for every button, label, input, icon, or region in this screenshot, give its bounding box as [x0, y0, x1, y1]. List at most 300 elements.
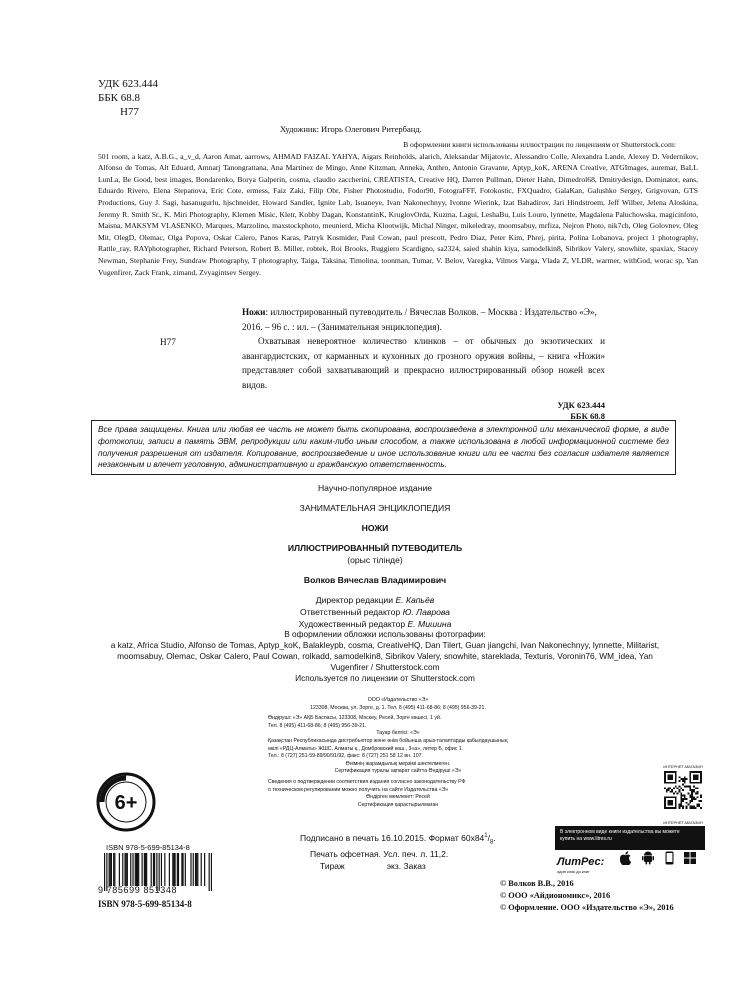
- qr-module: [680, 793, 682, 795]
- qr-module: [671, 804, 673, 806]
- qr-module: [669, 787, 671, 789]
- qr-module: [700, 795, 702, 797]
- qr-module: [689, 787, 691, 789]
- edition-series: ЗАНИМАТЕЛЬНАЯ ЭНЦИКЛОПЕДИЯ: [299, 503, 451, 513]
- qr-module: [680, 804, 682, 806]
- qr-module: [684, 798, 686, 800]
- barcode-bar: [209, 853, 210, 891]
- country-kz: Өндірген мемлекет: Ресей: [366, 794, 430, 801]
- barcode-bar: [151, 853, 152, 886]
- qr-code-icon[interactable]: [664, 771, 702, 809]
- qr-module: [673, 782, 675, 784]
- qr-module: [700, 771, 702, 773]
- qr-module: [697, 776, 699, 778]
- barcode-bar: [136, 853, 137, 886]
- qr-module: [678, 807, 680, 809]
- qr-module: [669, 802, 671, 804]
- qr-module: [688, 793, 690, 795]
- qr-module: [693, 807, 695, 809]
- qr-module: [689, 771, 691, 773]
- qr-module: [689, 805, 691, 807]
- qr-module: [689, 807, 691, 809]
- qr-module: [678, 805, 680, 807]
- qr-module: [669, 800, 671, 802]
- qr-module: [697, 804, 699, 806]
- age-rating-text: 6+: [114, 792, 138, 814]
- barcode-bar: [197, 853, 198, 886]
- qr-module: [700, 776, 702, 778]
- copyright-author: © Волков В.В., 2016: [500, 879, 574, 888]
- barcode-bar: [153, 853, 154, 886]
- bib-title-rest: : иллюстрированный путеводитель / Вячеслав Волков. – Москва : Издательство «Э», 2016. – 96 с. : ил. – (Занимательная энциклопедия).: [242, 307, 597, 332]
- qr-module: [698, 800, 700, 802]
- publisher-name: ООО «Издательство «Э»: [367, 697, 429, 703]
- qr-module: [675, 805, 677, 807]
- qr-module: [673, 787, 675, 789]
- qr-module: [678, 785, 680, 787]
- author-mark: Н77: [120, 106, 139, 118]
- bib-main-entry: [242, 305, 605, 334]
- barcode-bar: [119, 853, 120, 886]
- qr-module: [700, 796, 702, 798]
- qr-module: [698, 805, 700, 807]
- qr-module: [664, 804, 666, 806]
- trademark: Тауар белгісі: «Э»: [376, 730, 420, 737]
- qr-module: [689, 773, 691, 775]
- qr-module: [689, 802, 691, 804]
- apple-icon[interactable]: [620, 851, 632, 868]
- qr-module: [675, 804, 677, 806]
- barcode-bar: [137, 853, 138, 886]
- qr-module: [686, 807, 688, 809]
- artist-credit: Художник: Игорь Олегович Ритербанд.: [280, 124, 422, 134]
- qr-module: [666, 782, 668, 784]
- qr-module: [669, 778, 671, 780]
- qr-module: [668, 796, 670, 798]
- qr-module: [682, 789, 684, 791]
- qr-module: [671, 802, 673, 804]
- edition-title: НОЖИ: [361, 523, 389, 533]
- qr-module: [689, 796, 691, 798]
- qr-module: [668, 807, 670, 809]
- qr-module: [689, 800, 691, 802]
- barcode-bar: [132, 853, 133, 886]
- barcode-bar: [109, 853, 110, 886]
- bib-udk: УДК 623.444: [557, 400, 605, 410]
- qr-module: [668, 782, 670, 784]
- qr-module: [691, 798, 693, 800]
- credits-list: 501 room, a katz, A.B.G., a_v_d, Aaron Amat, aarrows, AHMAD FAIZAL YAHYA, Aigars Reinholds, alarich, Aleksandar Mijatovic, Alessandro Colle, Alexandra Lande, Alexey D. Vedernikov, Alfonso de Tomas, Alt Eduard, Amnarj Tanongrattana, Ana Martinez de Mingo, Anne Kitzman, Anneka, Anthro, Antonio Gravante, Aptyp_koK, ARENA Creative, ATGImages, auremar, BaLL LunLa, Be Good, best images, Bondarenko, Borya Galperin, cosma, claudio zaccherini, CREATISTA, Creative HQ, Darren Pullman, Dieter Hahn, Dimedrol68, Dmitrydesign, Dominator, eans, Eduardo Rivero, Elena Stepanova, Eric Cote, ermess, Faiz Zaki, Filip Obr, Fisher Photostudio, Fodor90, FotograFFF, Fotokostic, FXQuadro, GalaKan, Galushko Sergey, Grigvovan, GTS Productions, Guy J. Sagi, hasanugurlu, hjschneider, Howard Sandler, Ignite Lab, Isuaneye, Ivan Nakonechnyy, Ivonne Wierink, Izat Bahadirov, Jari Hindstroem, Jeff Wilber, Jelena Aloskina, Jeremy R. Smith Sr., K. Miri Photography, Klemen Misic, Kletr, Kobby Dagan, KonstantinK, KruglovOrda, Kuzma, Lagui, LeshaBu, Luis Louro, lynnette, Magdalena Paluchowska, magicinfoto, Maisna, MAKSYM VLASENKO, Marques, Marzolino, maxstockphoto, meunierd, Micha Klootwijk, Michal Ninger, mikeledray, moomsabuy, mrfiza, Nejron Photo, nik7ch, Oleg Golovnev, Oleg Mit, OlegD, Olemac, Olga Popova, Oskar Calero, Panos Karas, Patryk Kosmider, Paul Cowan, paul prescott, Pedro Diaz, Peter Kim, Phrej, pirita, Polina Lobanova, project 1 photography, Rattle_ray, RAYphotographer, Richard Peterson, Robert B. Miller, robtek, Roi Brooks, Ruggiero Scardigno, sa2324, saied shahin kiya, samodelkin8, Sibrikov Valery, snowhite, spaxiax, Stacey Newman, Stephanie Frey, Sundraw Photography, T photography, Taiga, Taksina, Timolina, toonman, Tumar, V. Belov, Varegka, Vilmos Varga, Vlada Z, VLDR, warmer, withGod, worac sp, Yan Vugenfirer, Zack Frank, zimand, Zvyagintsev Sergey.: [98, 151, 698, 277]
- qr-module: [668, 804, 670, 806]
- qr-module: [700, 778, 702, 780]
- barcode-bar: [178, 853, 179, 886]
- qr-module: [675, 800, 677, 802]
- qr-module: [666, 771, 668, 773]
- qr-module: [691, 807, 693, 809]
- qr-module: [666, 791, 668, 793]
- barcode-bar: [201, 853, 202, 886]
- qr-module: [675, 771, 677, 773]
- bib-title-bold: Ножи: [242, 307, 266, 317]
- qr-module: [684, 778, 686, 780]
- qr-module: [664, 805, 666, 807]
- qr-module: [691, 791, 693, 793]
- qr-module: [691, 795, 693, 797]
- barcode-bar: [145, 853, 146, 886]
- qr-module: [669, 771, 671, 773]
- qr-top-label: ИНТЕРНЕТ-МАГАЗИН: [663, 765, 703, 769]
- qr-module: [695, 782, 697, 784]
- edition-author: Волков Вячеслав Владимирович: [303, 575, 447, 585]
- qr-module: [684, 776, 686, 778]
- barcode-bar: [144, 853, 145, 886]
- kz-manufacturer: Өндіруші: «Э» АҚБ Баспасы, 123308, Мәскеу, Ресей, Зорге көшесі, 1 үй.: [268, 715, 442, 722]
- qr-module: [664, 782, 666, 784]
- qr-module: [678, 780, 680, 782]
- litres-banner[interactable]: [555, 826, 705, 850]
- qr-module: [671, 771, 673, 773]
- qr-module: [671, 778, 673, 780]
- qr-module: [684, 795, 686, 797]
- barcode-bar: [169, 853, 170, 886]
- udk-code: УДК 623.444: [98, 78, 159, 90]
- qr-module: [693, 798, 695, 800]
- copyright-block: [500, 878, 674, 914]
- barcode-bar: [196, 853, 197, 886]
- qr-module: [698, 771, 700, 773]
- android-icon[interactable]: [642, 851, 654, 868]
- barcode-bar: [185, 853, 186, 886]
- qr-module: [695, 778, 697, 780]
- qr-module: [697, 791, 699, 793]
- qr-module: [671, 791, 673, 793]
- qr-module: [669, 804, 671, 806]
- isbn-large: ISBN 978-5-699-85134-8: [98, 899, 192, 909]
- barcode-bar: [154, 853, 155, 886]
- barcode-bar: [122, 853, 123, 886]
- bib-bbk: ББК 68.8: [570, 411, 605, 421]
- bib-author-mark: Н77: [160, 337, 176, 347]
- publisher-small-print: [268, 697, 528, 809]
- qr-module: [680, 787, 682, 789]
- litres-banner-line2: купить на www.litres.ru: [560, 836, 612, 842]
- qr-module: [668, 778, 670, 780]
- barcode-bar: [110, 853, 111, 886]
- qr-module: [675, 785, 677, 787]
- qr-module: [700, 800, 702, 802]
- qr-module: [700, 773, 702, 775]
- qr-module: [689, 775, 691, 777]
- barcode-bar: [195, 853, 196, 886]
- staff-editor: Ответственный редактор Ю. Лаврова: [300, 607, 450, 617]
- cover-credits-list: a katz, Africa Studio, Alfonso de Tomas, Aptyp_koK, Balakleypb, cosma, CreativeHQ, Dan Tilert, Guan jiangchi, Ivan Nakonechnyy, lynnette, Militarist, moomsabuy, Olemac, Oskar Calero, Paul Cowan, rolkadd, samodelkin8, Sibrikov Valery, snowhite, stareklada, Texturis, Voronin76, WM_idea, Yan Vugenfirer / Shutterstock.com: [110, 640, 660, 672]
- qr-module: [689, 795, 691, 797]
- qr-module: [680, 798, 682, 800]
- qr-module: [673, 793, 675, 795]
- qr-module: [691, 771, 693, 773]
- qr-module: [686, 805, 688, 807]
- qr-module: [697, 775, 699, 777]
- qr-module: [675, 802, 677, 804]
- barcode-bar: [204, 853, 205, 886]
- qr-module: [678, 789, 680, 791]
- qr-module: [664, 802, 666, 804]
- barcode-bar: [126, 853, 127, 886]
- qr-module: [688, 785, 690, 787]
- qr-module: [695, 771, 697, 773]
- qr-module: [671, 789, 673, 791]
- qr-module: [682, 780, 684, 782]
- qr-module: [678, 804, 680, 806]
- qr-module: [669, 791, 671, 793]
- edition-language-note: (орыс тілінде): [347, 555, 403, 565]
- qr-module: [686, 778, 688, 780]
- qr-module: [693, 776, 695, 778]
- windows-icon[interactable]: [684, 852, 696, 867]
- store-icons: [620, 851, 702, 867]
- qr-module: [668, 787, 670, 789]
- cover-credits-license: Используется по лицензии от Shutterstock.com: [295, 673, 475, 683]
- kz-validity: Өнімнің жарамдылық мерзімі шектелмеген.: [345, 760, 451, 767]
- barcode-bar: [146, 853, 147, 886]
- qr-module: [669, 776, 671, 778]
- qr-module: [697, 793, 699, 795]
- qr-module: [693, 782, 695, 784]
- qr-module: [664, 773, 666, 775]
- classification-block: [98, 77, 158, 119]
- qr-module: [680, 778, 682, 780]
- qr-module: [678, 791, 680, 793]
- qr-module: [697, 771, 699, 773]
- qr-module: [697, 778, 699, 780]
- qr-module: [668, 775, 670, 777]
- kz-importer-2: өкілі «РДЦ-Алматы» ЖШС, Алматы қ., Домбровский көш., 3«а», литер Б, офис 1.: [268, 745, 464, 752]
- qr-module: [675, 807, 677, 809]
- qr-module: [666, 789, 668, 791]
- qr-module: [664, 798, 666, 800]
- qr-module: [671, 807, 673, 809]
- qr-module: [677, 793, 679, 795]
- qr-module: [680, 795, 682, 797]
- kz-importer-3: Тел.: 8 (727) 251-59-89/90/91/92, факс: 8 (727) 251 58 12 вн. 107.: [268, 753, 423, 760]
- litres-banner-line1: В электронном виде книги издательства вы можете: [560, 829, 680, 835]
- qr-module: [666, 807, 668, 809]
- qr-module: [675, 782, 677, 784]
- edition-info: [140, 482, 610, 630]
- age-rating-badge: [96, 772, 156, 832]
- qr-module: [669, 782, 671, 784]
- copyright-design: © Оформление. ООО «Издательство «Э», 2016: [500, 903, 674, 912]
- bib-description: Охватывая невероятное количество клинков – от обычных до экзотических и авангардистских, от карманных и кухонных до грозного оружия войны, – книга «Ножи» представляет собой захватывающий и прекрасно иллюстрированный обзор ножей всех видов.: [242, 336, 605, 390]
- qr-module: [677, 787, 679, 789]
- illustration-credits: [98, 139, 698, 278]
- qr-module: [693, 796, 695, 798]
- barcode-bar: [190, 853, 191, 886]
- qr-module: [695, 787, 697, 789]
- qr-module: [691, 782, 693, 784]
- isbn-small: ISBN 978-5-699-85134-8: [106, 843, 190, 852]
- qr-module: [671, 775, 673, 777]
- qr-module: [689, 776, 691, 778]
- qr-module: [664, 800, 666, 802]
- qr-module: [698, 804, 700, 806]
- barcode-bar: [114, 853, 115, 886]
- qr-module: [664, 780, 666, 782]
- qr-module: [682, 807, 684, 809]
- qr-module: [695, 807, 697, 809]
- barcode-bar: [124, 853, 125, 886]
- qr-module: [686, 785, 688, 787]
- qr-module: [693, 775, 695, 777]
- qr-module: [680, 796, 682, 798]
- qr-module: [675, 773, 677, 775]
- qr-module: [693, 771, 695, 773]
- cover-credits-intro: В оформлении обложки использованы фотографии:: [284, 629, 486, 639]
- qr-module: [673, 796, 675, 798]
- qr-module: [691, 805, 693, 807]
- phone-icon[interactable]: [665, 851, 674, 868]
- qr-module: [691, 800, 693, 802]
- qr-module: [666, 796, 668, 798]
- qr-block: [660, 765, 706, 825]
- barcode-bar: [130, 853, 131, 886]
- qr-module: [697, 787, 699, 789]
- qr-module: [668, 789, 670, 791]
- conformity-2: о техническом регулировании можно получить на сайте Издательства «Э»: [268, 786, 449, 793]
- barcode-bar: [182, 853, 183, 886]
- barcode-bar: [127, 853, 128, 886]
- qr-module: [668, 771, 670, 773]
- bibliographic-record: [160, 305, 605, 422]
- qr-module: [693, 778, 695, 780]
- barcode-bar: [164, 853, 165, 886]
- qr-module: [698, 782, 700, 784]
- qr-module: [669, 807, 671, 809]
- qr-module: [675, 798, 677, 800]
- qr-module: [664, 776, 666, 778]
- run-line: Тираж экз. Заказ: [320, 860, 426, 871]
- qr-module: [675, 796, 677, 798]
- barcode-bar: [111, 853, 112, 886]
- qr-module: [675, 778, 677, 780]
- qr-module: [668, 800, 670, 802]
- qr-module: [700, 807, 702, 809]
- qr-module: [671, 800, 673, 802]
- qr-module: [664, 787, 666, 789]
- qr-module: [682, 784, 684, 786]
- certificate-note: Сертификация туралы ақпарат сайтта Өндіруші «Э»: [334, 768, 462, 775]
- cover-credits: [110, 629, 660, 684]
- barcode-bar: [211, 853, 212, 891]
- qr-module: [669, 796, 671, 798]
- edition-subtitle: ИЛЛЮСТРИРОВАННЫЙ ПУТЕВОДИТЕЛЬ: [287, 543, 463, 553]
- qr-module: [700, 780, 702, 782]
- qr-module: [684, 796, 686, 798]
- qr-module: [688, 804, 690, 806]
- qr-module: [680, 805, 682, 807]
- conformity-1: Сведения о подтверждении соответствия издания согласно законодательству РФ: [268, 778, 466, 785]
- qr-module: [691, 789, 693, 791]
- qr-module: [671, 796, 673, 798]
- qr-module: [680, 800, 682, 802]
- qr-module: [673, 807, 675, 809]
- qr-module: [675, 780, 677, 782]
- barcode-bar: [174, 853, 175, 886]
- qr-module: [671, 776, 673, 778]
- barcode-bar: [161, 853, 162, 886]
- barcode-bar: [142, 853, 143, 886]
- qr-module: [664, 807, 666, 809]
- barcode-bar: [138, 853, 139, 886]
- bbk-code: ББК 68.8: [98, 92, 140, 104]
- qr-module: [664, 796, 666, 798]
- qr-module: [668, 776, 670, 778]
- qr-module: [693, 791, 695, 793]
- qr-module: [684, 785, 686, 787]
- qr-module: [664, 775, 666, 777]
- barcode-digits: 9 785699 851348: [98, 885, 178, 895]
- credits-intro: В оформлении книги использованы иллюстрации по лицензиям от Shutterstock.com:: [403, 140, 676, 149]
- qr-module: [669, 775, 671, 777]
- qr-module: [695, 793, 697, 795]
- cert-kz: Сертификация қарастырылмаған: [357, 801, 439, 808]
- barcode-bar: [181, 853, 182, 886]
- staff-art-editor: Художественный редактор Е. Мишина: [298, 619, 452, 629]
- barcode-bar: [173, 853, 174, 886]
- copyright-translation: © ООО «Айдиономикс», 2016: [500, 891, 611, 900]
- barcode-bar: [193, 853, 194, 886]
- qr-module: [668, 802, 670, 804]
- qr-module: [695, 775, 697, 777]
- publisher-address: 123308, Москва, ул. Зорге, д. 1. Тел. 8 (495) 411-68-86; 8 (495) 956-39-21.: [310, 704, 486, 711]
- kz-phone: Тел. 8 (495) 411-68-86; 8 (495) 956-39-21.: [268, 722, 367, 729]
- staff-director: Директор редакции Е. Капьёв: [315, 595, 435, 605]
- signed-line: Подписано в печать 16.10.2015. Формат $60x84^1/_8$.: [300, 832, 496, 846]
- qr-module: [695, 798, 697, 800]
- qr-module: [693, 805, 695, 807]
- qr-module: [689, 782, 691, 784]
- rights-notice: Все права защищены. Книга или любая ее часть не может быть скопирована, воспроизведена в электронной или механической форме, в виде фотокопии, записи в память ЭВМ, репродукции или каким-либо иным способом, а также использована в любой информационной системе без получения разрешения от издателя. Копирование, воспроизведение и иное использование книги или ее части без согласия издателя является незаконным и влечет уголовную, административную и гражданскую ответственность.: [91, 420, 676, 475]
- kz-importer-1: Қазақстан Республикасында дистрибьютор және өнім бойынша арыз-талаптарды қабылдаушының: [268, 737, 508, 744]
- barcode-bar: [113, 853, 114, 886]
- qr-module: [700, 782, 702, 784]
- qr-module: [680, 802, 682, 804]
- qr-module: [678, 776, 680, 778]
- barcode-bar: [172, 853, 173, 886]
- qr-module: [689, 780, 691, 782]
- qr-module: [686, 798, 688, 800]
- qr-module: [695, 776, 697, 778]
- barcode-bar: [135, 853, 136, 886]
- qr-module: [691, 793, 693, 795]
- qr-module: [689, 778, 691, 780]
- qr-module: [689, 785, 691, 787]
- qr-module: [700, 775, 702, 777]
- qr-module: [693, 789, 695, 791]
- qr-module: [697, 782, 699, 784]
- qr-module: [682, 795, 684, 797]
- qr-module: [697, 805, 699, 807]
- qr-module: [691, 796, 693, 798]
- qr-bottom-label: ИНТЕРНЕТ-МАГАЗИН: [663, 821, 703, 825]
- qr-module: [682, 778, 684, 780]
- qr-module: [675, 775, 677, 777]
- qr-module: [671, 782, 673, 784]
- qr-module: [664, 771, 666, 773]
- qr-module: [693, 785, 695, 787]
- litres-tagline: один клик до книг: [557, 869, 590, 874]
- barcode-bar: [177, 853, 178, 886]
